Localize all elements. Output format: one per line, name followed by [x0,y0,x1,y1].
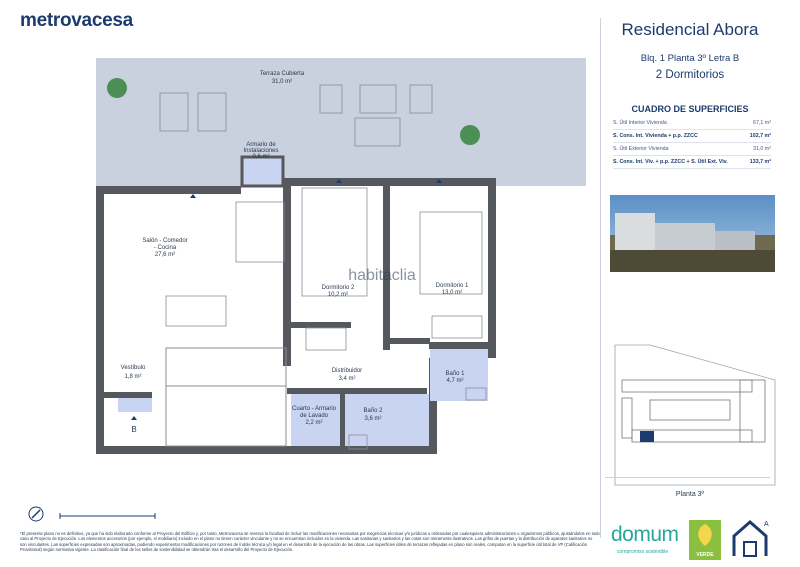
domum-tagline: compromiso sostenible [617,549,669,555]
verde-label: VERDE [696,552,714,558]
outer-wall-bath1 [429,342,496,349]
kitchen-counter [166,348,286,446]
room-name-distribuidor: Distribuidor [331,368,363,374]
outer-wall-bottom [104,446,437,454]
room-name-armario-1: Armario de [246,142,276,148]
scale-bar-icon [60,513,155,519]
room-name-vestibulo: Vestíbulo [120,365,146,371]
project-title: Residencial Abora [621,20,759,39]
room-name-dorm2: Dormitorio 2 [321,285,355,291]
wall-cuarto-top [287,388,427,394]
surface-row [613,156,771,169]
bedroom-count: 2 Dormitorios [655,69,725,81]
surfaces-title: CUADRO DE SUPERFICIES [631,104,749,114]
compass-icon [29,507,43,521]
wall-dorm2-dorm1 [383,178,390,350]
site-plan [610,340,780,488]
outer-wall-right [488,178,496,358]
room-area-dorm2: 10,2 m² [327,292,349,298]
plant-icon [107,78,127,98]
room-name-dorm1: Dormitorio 1 [435,283,469,289]
surface-value: 102,7 m² [749,133,771,139]
room-area-dorm1: 13,0 m² [441,290,463,296]
room-name-cuarto-1: Cuarto - Armario [291,406,337,412]
wall-vestibulo [104,392,152,398]
armario-fill [244,159,281,184]
surface-label: S. Cons. Int. Vivienda + p.p. ZZCC [613,133,698,139]
room-name-bano1: Baño 1 [445,371,465,377]
unit-location: Blq. 1 Planta 3º Letra B [640,53,740,64]
room-area-terrace: 31,0 m² [271,79,293,85]
surface-row [613,117,771,130]
room-area-distribuidor: 3,4 m² [338,376,356,382]
domum-logo: domum [611,523,679,546]
info-panel [605,0,800,567]
surface-row [613,143,771,156]
surface-value: 31,0 m² [753,146,771,152]
room-name-salon-2: - Cocina [153,245,177,251]
wall-dorm1-bottom [390,338,430,344]
surface-label: S. Útil Interior Vivienda [613,120,667,126]
room-area-bano2: 3,6 m² [364,416,382,422]
building-photo [610,195,775,272]
room-area-bano1: 4,7 m² [446,378,464,384]
room-area-vestibulo: 1,8 m² [124,374,142,380]
surfaces-table [613,117,771,169]
plant-icon [460,125,480,145]
metrovacesa-logo: metrovacesa [20,10,133,31]
room-area-armario: 0,6 m² [252,154,270,160]
outer-wall-left [96,186,104,454]
wall-cuarto-bano2 [340,394,345,452]
room-name-cuarto-2: de Lavado [299,413,329,419]
watermark: habitaclia [348,267,416,284]
kitchen-island [166,348,286,386]
terrace-area [96,58,586,186]
entrance-marker: B [131,425,137,434]
surface-row [613,130,771,143]
leaf-icon [689,520,721,550]
wall-dorm2-bottom [291,322,351,328]
surface-label: S. Útil Exterior Vivienda [613,146,669,152]
unit-highlight [640,431,654,442]
surface-value: 133,7 m² [749,159,771,165]
room-area-cuarto: 2,2 m² [305,420,323,426]
room-name-salon-1: Salón - Comedor [142,238,188,244]
legal-disclaimer: *El presente plano no es definitivo, ya que ha sido elaborado conforme al Proyecto del Edificio y, por tanto, Metrovacesa se reserva la facultad de incluir las modificaciones necesarias por exigencias técnicas y/o jurídicas u ordenadas por cualesquiera administraciones u organismos públicos, ajustándolos en todo caso al Proyecto de Ejecución. Los elementos accesorios (por ejemplo, el mobiliario) incluido en el plano no tienen carácter vinculante y no se encuentran incluidos en la vivienda. Las sanitarias y sanitarios y las cotas son meramente ilustrativos. Las grifos de puertas y la distribución de aparatos sanitarios no son vinculantes. Las superficies expresadas son aproximadas, pudiendo experimentar modificaciones por razones de índole técnica y/o legal en el desarrollo de la ejecución de las obras. Las superficies útiles de terrazas reflejadas en plano son reales, computan en la superficie útil total de VP (Calificación Provisional) según normativa vigente. La clasificación final de los sellos de sostenibilidad se obtendrán tras el desarrollo del Proyecto de Ejecución. [20,531,600,553]
energy-class: A [764,521,769,528]
bano2-fill [345,394,429,446]
room-name-bano2: Baño 2 [363,408,383,414]
energy-rating-icon [728,516,772,560]
panel-separator [605,477,770,478]
panel-divider [600,18,601,538]
surface-label: S. Cons. Int. Viv. + p.p. ZZCC + S. Útil Ext. Viv. [613,159,728,165]
surface-value: 67,1 m² [753,120,771,126]
room-name-armario-2: Instalaciones [243,148,279,154]
site-plan-caption: Planta 3º [675,491,705,498]
verde-badge [689,520,721,560]
vestibulo-fill [118,398,152,412]
outer-wall-top-left [96,186,241,194]
room-name-terrace: Terraza Cubierta [259,71,305,77]
room-area-salon: 27,6 m² [154,252,176,258]
